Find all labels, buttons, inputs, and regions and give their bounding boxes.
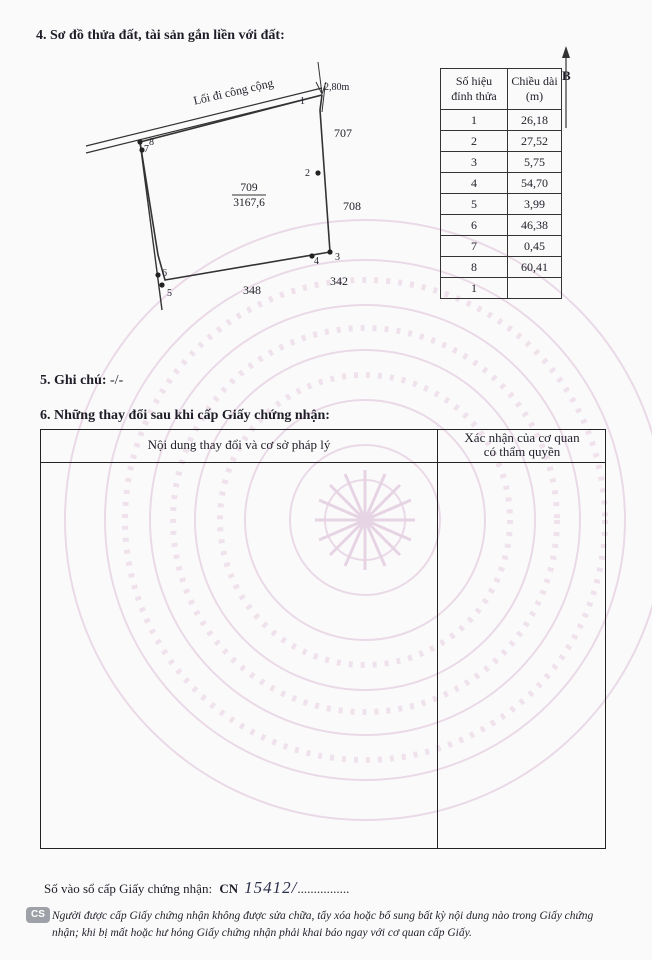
notes-label: 5. Ghi chú: [40, 373, 107, 388]
table-row [441, 152, 562, 173]
registry-label: Số vào sổ cấp Giấy chứng nhận: [44, 881, 213, 896]
length-cell: 3,99 [508, 194, 562, 215]
vertex-label-5: 5 [167, 288, 172, 299]
vertex-label-4: 4 [314, 256, 319, 267]
header-divider [41, 462, 605, 463]
table-row [441, 236, 562, 257]
vertex-label-8: 8 [149, 137, 154, 148]
length-cell: 5,75 [508, 152, 562, 173]
authority-confirmation-header [439, 431, 605, 459]
section-6-title: 6. Những thay đổi sau khi cấp Giấy chứng nhận: [40, 408, 330, 423]
vertex-label-6: 6 [162, 268, 167, 279]
header-length [508, 69, 562, 110]
table-row [441, 173, 562, 194]
road-width-label: 2,80m [324, 82, 350, 93]
table-row [441, 110, 562, 131]
header-vertex-line-2: đỉnh thửa [451, 89, 497, 103]
column-divider [437, 430, 438, 848]
notes-value: -/- [110, 373, 124, 388]
watermark-logo-icon: CS [26, 907, 50, 923]
length-cell: 27,52 [508, 131, 562, 152]
vertex-label-3: 3 [335, 252, 340, 263]
header-length-line-1: Chiều dài [511, 74, 558, 88]
table-row [441, 194, 562, 215]
adjacent-parcel-348: 348 [243, 283, 261, 297]
table-header-row [441, 69, 562, 110]
vertex-label-2: 2 [305, 168, 310, 179]
vertex-cell: 1 [441, 110, 508, 131]
registry-number-handwritten: 15412/ [244, 878, 298, 897]
length-cell: 54,70 [508, 173, 562, 194]
length-cell: 0,45 [508, 236, 562, 257]
vertex-cell: 4 [441, 173, 508, 194]
vertex-cell: 2 [441, 131, 508, 152]
length-cell [508, 278, 562, 299]
authority-header-line-1: Xác nhận của cơ quan [464, 430, 580, 445]
changes-content-header: Nội dung thay đổi và cơ sở pháp lý [147, 437, 331, 452]
section-4-title: 4. Sơ đồ thửa đất, tài sản gắn liền với đất: [36, 28, 285, 43]
vertex-cell: 7 [441, 236, 508, 257]
section-5-title [40, 373, 123, 389]
adjacent-parcel-708: 708 [343, 199, 361, 213]
table-row [441, 278, 562, 299]
vertex-cell: 3 [441, 152, 508, 173]
vertex-label-7: 7 [144, 144, 149, 155]
parcel-number: 709 [240, 182, 258, 194]
length-cell: 60,41 [508, 257, 562, 278]
registry-dots: ................ [297, 881, 350, 896]
registry-line [44, 878, 349, 898]
adjacent-parcel-342: 342 [330, 274, 348, 288]
adjacent-parcel-707: 707 [334, 126, 352, 140]
authority-header-line-2: có thẩm quyền [483, 444, 561, 459]
table-row [441, 257, 562, 278]
length-cell: 26,18 [508, 110, 562, 131]
header-length-line-2: (m) [525, 89, 544, 103]
north-label: B [562, 68, 571, 83]
parcel-area: 3167,6 [233, 197, 265, 209]
table-row [441, 215, 562, 236]
vertex-cell: 6 [441, 215, 508, 236]
changes-table [40, 429, 606, 849]
road-label: Lối đi công cộng [192, 75, 275, 108]
header-vertex [441, 69, 508, 110]
legal-footnote: Người được cấp Giấy chứng nhận không được sửa chữa, tẩy xóa hoặc bổ sung bất kỳ nội dung nào trong Giấy chứng nhận; khi bị mất hoặc hư hỏng Giấy chứng nhận phải khai báo ngay với cơ quan cấp Giấy. [52, 910, 594, 939]
vertex-cell: 5 [441, 194, 508, 215]
header-vertex-line-1: Số hiệu [455, 74, 493, 88]
edge-length-table [440, 68, 562, 299]
vertex-cell: 8 [441, 257, 508, 278]
length-cell: 46,38 [508, 215, 562, 236]
table-row [441, 131, 562, 152]
registry-prefix: CN [219, 881, 239, 896]
vertex-label-1: 1 [300, 96, 305, 107]
vertex-cell: 1 [441, 278, 508, 299]
